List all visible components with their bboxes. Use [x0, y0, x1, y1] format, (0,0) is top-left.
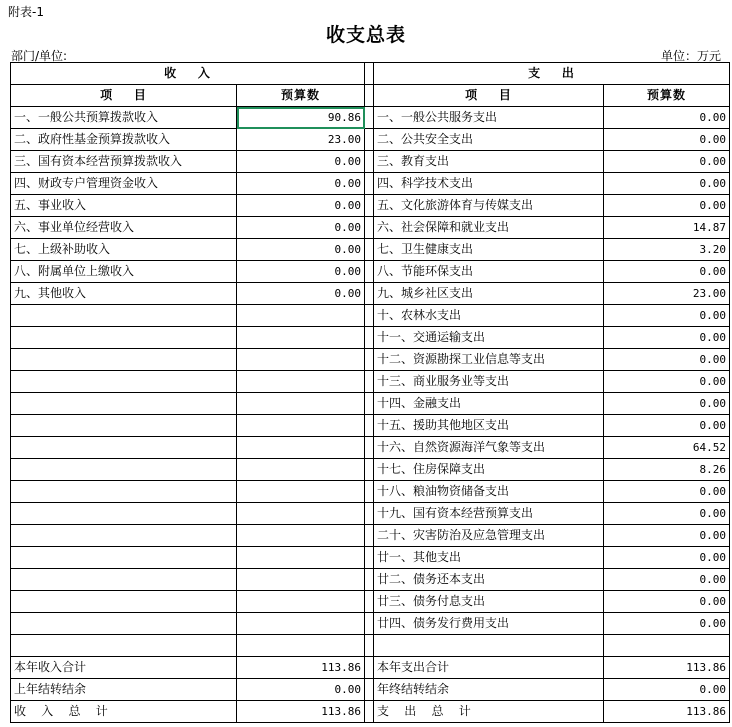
table-row	[11, 613, 730, 635]
table-row	[11, 481, 730, 503]
column-gap	[365, 129, 374, 151]
column-gap	[365, 239, 374, 261]
table-row	[11, 195, 730, 217]
column-gap	[365, 481, 374, 503]
expense-value-cell[interactable]: 23.00	[604, 283, 730, 305]
expense-item-cell[interactable]: 十八、粮油物资储备支出	[374, 481, 604, 503]
grand-total-row-income-value[interactable]: 113.86	[237, 701, 365, 723]
column-gap	[365, 283, 374, 305]
income-item-cell[interactable]	[11, 547, 237, 569]
expense-value-cell[interactable]: 0.00	[604, 327, 730, 349]
column-gap	[365, 85, 374, 107]
expense-value-cell[interactable]: 0.00	[604, 503, 730, 525]
income-item-cell[interactable]	[11, 613, 237, 635]
expense-item-cell[interactable]: 六、社会保障和就业支出	[374, 217, 604, 239]
carryover-row	[11, 679, 730, 701]
income-value-cell[interactable]: 0.00	[237, 261, 365, 283]
column-gap	[365, 657, 374, 679]
expense-item-cell[interactable]: 四、科学技术支出	[374, 173, 604, 195]
income-item-cell[interactable]	[11, 349, 237, 371]
expense-item-cell[interactable]: 五、文化旅游体育与传媒支出	[374, 195, 604, 217]
table-row	[11, 437, 730, 459]
column-gap	[365, 107, 374, 129]
expense-item-cell[interactable]: 三、教育支出	[374, 151, 604, 173]
year-total-row-income-value[interactable]: 113.86	[237, 657, 365, 679]
carryover-row-income-label[interactable]: 上年结转结余	[11, 679, 237, 701]
column-gap	[365, 415, 374, 437]
income-item-cell[interactable]: 五、事业收入	[11, 195, 237, 217]
expense-value-cell[interactable]: 0.00	[604, 129, 730, 151]
year-total-row-expense-label[interactable]: 本年支出合计	[374, 657, 604, 679]
budget-summary-table	[10, 62, 730, 723]
income-value-cell[interactable]	[237, 459, 365, 481]
column-gap	[365, 195, 374, 217]
column-gap	[365, 591, 374, 613]
table-row	[11, 151, 730, 173]
column-gap	[365, 151, 374, 173]
column-gap	[365, 613, 374, 635]
expense-value-cell[interactable]: 0.00	[604, 415, 730, 437]
column-gap	[365, 217, 374, 239]
income-value-cell[interactable]: 0.00	[237, 195, 365, 217]
column-gap	[365, 679, 374, 701]
table-row	[11, 503, 730, 525]
income-item-cell[interactable]	[11, 305, 237, 327]
column-gap	[365, 393, 374, 415]
column-gap	[365, 459, 374, 481]
income-value-cell[interactable]	[237, 371, 365, 393]
expense-value-cell[interactable]: 0.00	[604, 107, 730, 129]
income-item-cell[interactable]	[11, 569, 237, 591]
income-item-cell[interactable]: 八、附属单位上缴收入	[11, 261, 237, 283]
expense-item-cell[interactable]: 十五、援助其他地区支出	[374, 415, 604, 437]
blank-cell[interactable]	[374, 635, 604, 657]
income-item-cell[interactable]: 六、事业单位经营收入	[11, 217, 237, 239]
column-header-row	[11, 85, 730, 107]
income-item-cell[interactable]	[11, 393, 237, 415]
column-gap	[365, 371, 374, 393]
income-item-cell[interactable]: 四、财政专户管理资金收入	[11, 173, 237, 195]
expense-item-cell[interactable]: 二十、灾害防治及应急管理支出	[374, 525, 604, 547]
expense-item-cell[interactable]: 廿二、债务还本支出	[374, 569, 604, 591]
expense-item-cell[interactable]: 九、城乡社区支出	[374, 283, 604, 305]
table-row	[11, 393, 730, 415]
carryover-row-expense-value[interactable]: 0.00	[604, 679, 730, 701]
expense-item-cell[interactable]: 一、一般公共服务支出	[374, 107, 604, 129]
income-value-cell[interactable]: 0.00	[237, 283, 365, 305]
income-value-cell[interactable]: 0.00	[237, 239, 365, 261]
expense-budget-header: 预算数	[604, 85, 730, 107]
section-header-row	[11, 63, 730, 85]
expense-value-cell[interactable]: 0.00	[604, 613, 730, 635]
year-total-row-expense-value[interactable]: 113.86	[604, 657, 730, 679]
expense-item-cell[interactable]: 二、公共安全支出	[374, 129, 604, 151]
income-value-cell[interactable]: 0.00	[237, 217, 365, 239]
income-item-cell[interactable]: 七、上级补助收入	[11, 239, 237, 261]
column-gap	[365, 261, 374, 283]
income-value-cell[interactable]	[237, 569, 365, 591]
income-item-cell[interactable]	[11, 415, 237, 437]
page-title: 收支总表	[325, 24, 406, 46]
department-label: 部门/单位:	[11, 49, 68, 63]
expense-value-cell[interactable]: 0.00	[604, 195, 730, 217]
income-item-cell[interactable]	[11, 459, 237, 481]
income-value-cell[interactable]	[237, 349, 365, 371]
expense-value-cell[interactable]: 0.00	[604, 261, 730, 283]
expense-value-cell[interactable]: 0.00	[604, 569, 730, 591]
income-item-cell[interactable]: 二、政府性基金预算拨款收入	[11, 129, 237, 151]
expense-value-cell[interactable]: 14.87	[604, 217, 730, 239]
income-value-cell[interactable]	[237, 481, 365, 503]
income-value-cell[interactable]	[237, 327, 365, 349]
table-row	[11, 173, 730, 195]
carryover-row-expense-label[interactable]: 年终结转结余	[374, 679, 604, 701]
income-item-cell[interactable]	[11, 371, 237, 393]
table-row	[11, 547, 730, 569]
expense-item-cell[interactable]: 十九、国有资本经营预算支出	[374, 503, 604, 525]
income-value-cell[interactable]	[237, 437, 365, 459]
expense-item-cell[interactable]: 廿一、其他支出	[374, 547, 604, 569]
expense-value-cell[interactable]: 0.00	[604, 481, 730, 503]
income-value-cell[interactable]	[237, 305, 365, 327]
income-value-cell[interactable]	[237, 547, 365, 569]
expense-item-cell[interactable]: 廿三、债务付息支出	[374, 591, 604, 613]
blank-row	[11, 635, 730, 657]
column-gap	[365, 173, 374, 195]
expense-item-cell[interactable]: 十七、住房保障支出	[374, 459, 604, 481]
blank-cell[interactable]	[237, 635, 365, 657]
table-row	[11, 107, 730, 129]
expense-item-header: 项 目	[374, 85, 604, 107]
grand-total-row	[11, 701, 730, 723]
table-row	[11, 239, 730, 261]
table-row	[11, 283, 730, 305]
income-item-cell[interactable]	[11, 525, 237, 547]
expense-section-header: 支 出	[374, 63, 730, 85]
expense-value-cell[interactable]: 8.26	[604, 459, 730, 481]
table-row	[11, 525, 730, 547]
expense-value-cell[interactable]: 0.00	[604, 173, 730, 195]
grand-total-row-expense-label[interactable]: 支 出 总 计	[374, 701, 604, 723]
income-value-cell[interactable]	[237, 525, 365, 547]
income-budget-header: 预算数	[237, 85, 365, 107]
column-gap	[365, 503, 374, 525]
column-gap	[365, 437, 374, 459]
table-row	[11, 415, 730, 437]
expense-value-cell[interactable]: 3.20	[604, 239, 730, 261]
year-total-row-income-label[interactable]: 本年收入合计	[11, 657, 237, 679]
expense-value-cell[interactable]: 0.00	[604, 349, 730, 371]
expense-item-cell[interactable]: 十二、资源勘探工业信息等支出	[374, 349, 604, 371]
income-value-cell[interactable]	[237, 613, 365, 635]
table-row	[11, 305, 730, 327]
income-item-cell[interactable]	[11, 481, 237, 503]
expense-item-cell[interactable]: 十四、金融支出	[374, 393, 604, 415]
expense-value-cell[interactable]: 0.00	[604, 591, 730, 613]
table-row	[11, 349, 730, 371]
expense-item-cell[interactable]: 十一、交通运输支出	[374, 327, 604, 349]
expense-item-cell[interactable]: 十、农林水支出	[374, 305, 604, 327]
income-value-cell[interactable]	[237, 591, 365, 613]
income-value-cell[interactable]	[237, 415, 365, 437]
expense-value-cell[interactable]: 0.00	[604, 393, 730, 415]
unit-label: 单位：万元	[660, 49, 721, 63]
column-gap	[365, 305, 374, 327]
income-value-cell[interactable]	[237, 503, 365, 525]
expense-value-cell[interactable]: 0.00	[604, 151, 730, 173]
table-row	[11, 217, 730, 239]
annex-label: 附表-1	[8, 5, 44, 19]
income-item-cell[interactable]: 九、其他收入	[11, 283, 237, 305]
income-item-cell[interactable]	[11, 503, 237, 525]
blank-cell[interactable]	[11, 635, 237, 657]
income-value-cell[interactable]: 23.00	[237, 129, 365, 151]
expense-item-cell[interactable]: 廿四、债务发行费用支出	[374, 613, 604, 635]
table-row	[11, 569, 730, 591]
selected-income-value-cell[interactable]: 90.86	[237, 107, 365, 129]
table-row	[11, 371, 730, 393]
column-gap	[365, 569, 374, 591]
expense-item-cell[interactable]: 八、节能环保支出	[374, 261, 604, 283]
column-gap	[365, 635, 374, 657]
income-value-cell[interactable]: 0.00	[237, 173, 365, 195]
income-item-cell[interactable]	[11, 591, 237, 613]
income-value-cell[interactable]: 0.00	[237, 151, 365, 173]
table-row	[11, 459, 730, 481]
expense-value-cell[interactable]: 0.00	[604, 525, 730, 547]
income-item-cell[interactable]: 三、国有资本经营预算拨款收入	[11, 151, 237, 173]
column-gap	[365, 547, 374, 569]
expense-item-cell[interactable]: 十六、自然资源海洋气象等支出	[374, 437, 604, 459]
income-item-cell[interactable]	[11, 327, 237, 349]
column-gap	[365, 701, 374, 723]
expense-value-cell[interactable]: 64.52	[604, 437, 730, 459]
carryover-row-income-value[interactable]: 0.00	[237, 679, 365, 701]
blank-cell[interactable]	[604, 635, 730, 657]
expense-item-cell[interactable]: 七、卫生健康支出	[374, 239, 604, 261]
year-total-row	[11, 657, 730, 679]
column-gap	[365, 327, 374, 349]
income-item-cell[interactable]	[11, 437, 237, 459]
grand-total-row-expense-value[interactable]: 113.86	[604, 701, 730, 723]
table-row	[11, 591, 730, 613]
income-section-header: 收 入	[11, 63, 365, 85]
expense-item-cell[interactable]: 十三、商业服务业等支出	[374, 371, 604, 393]
income-value-cell[interactable]	[237, 393, 365, 415]
expense-value-cell[interactable]: 0.00	[604, 305, 730, 327]
table-row	[11, 129, 730, 151]
expense-value-cell[interactable]: 0.00	[604, 371, 730, 393]
column-gap	[365, 525, 374, 547]
table-row	[11, 261, 730, 283]
column-gap	[365, 63, 374, 85]
column-gap	[365, 349, 374, 371]
grand-total-row-income-label[interactable]: 收 入 总 计	[11, 701, 237, 723]
expense-value-cell[interactable]: 0.00	[604, 547, 730, 569]
table-row	[11, 327, 730, 349]
income-item-cell[interactable]: 一、一般公共预算拨款收入	[11, 107, 237, 129]
income-item-header: 项 目	[11, 85, 237, 107]
